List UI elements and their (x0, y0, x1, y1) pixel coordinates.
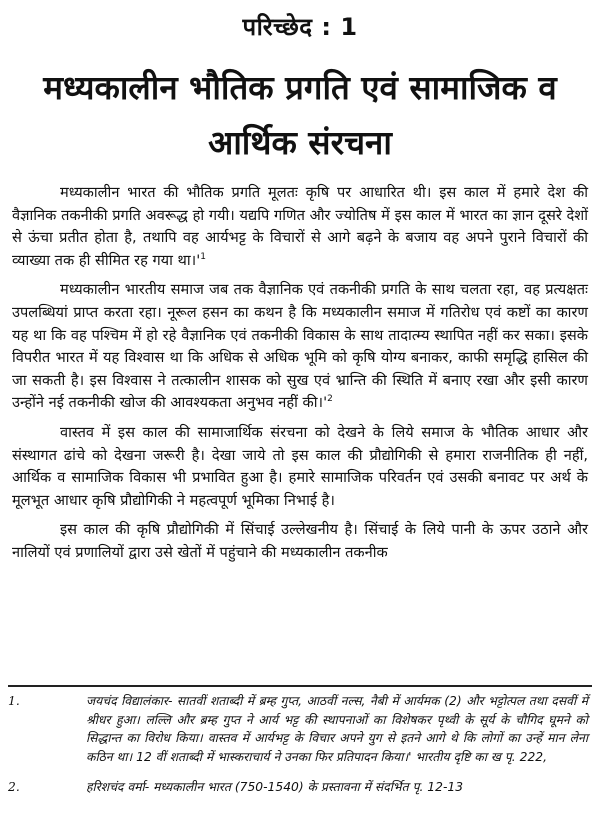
footnote-2-number: 2. (8, 780, 20, 795)
chapter-heading: परिच्छेद : 1 (242, 13, 358, 41)
footnote-1 (8, 692, 588, 766)
footnote-1-text: जयचंद विद्यालंकार- सातवीं शताब्दी में ब्रम्ह गुप्त, आठवीं नल्स, नैबी में आर्यमक (2) और भट्टोत्पल तथा दसवीं में श्रीधर हुआ। लल्लि और ब्रम्ह गुप्त ने आर्य भट्ट की स्थापनाओं का विशेषकर पृथ्वी के सूर्य के चौगिद घूमने को सिद्धान्त का विरोध किया। वास्तव में आर्यभट्ट के विचार अपने युग से इतने आगे थे कि लोगों का उन्हें मान लेना कठिन था। 12 वीं शताब्दी में भास्कराचार्य ने उनका फिर प्रतिपादन किया।' भारतीय दृष्टि का ख पृ. 222, (86, 694, 588, 764)
chapter-title (10, 60, 590, 170)
footnote-2 (8, 778, 588, 797)
footnote-divider (8, 685, 592, 687)
body-text (12, 182, 588, 565)
paragraph-4 (12, 519, 588, 564)
footnote-ref-2: 2 (327, 394, 333, 405)
footnote-1-number: 1. (8, 694, 20, 708)
paragraph-3 (12, 422, 588, 512)
paragraph-4-text: इस काल की कृषि प्रौद्योगिकी में सिंचाई उल्लेखनीय है। सिंचाई के लिये पानी के ऊपर उठाने और नालियों एवं प्रणालियों द्वारा उसे खेतों में पहुंचाने की मध्यकालीन तकनीक (12, 521, 588, 561)
chapter-title-line-2: आर्थिक संरचना (208, 123, 392, 162)
paragraph-2-text: मध्यकालीन भारतीय समाज जब तक वैज्ञानिक एवं तकनीकी प्रगति के साथ चलता रहा, वह प्रत्यक्षतः उपलब्धियां प्राप्त करता रहा। नूरूल हसन का कथन है कि मध्यकालीन समाज में गतिरोध एवं कष्टों का कारण यह था कि वह पश्चिम में हो रहे वैज्ञानिक एवं तकनीकी विकास के साथ तादात्म्य स्थापित नहीं कर सका। इसके विपरीत भारत में यह विश्वास था कि अधिक से अधिक भूमि को कृषि योग्य बनाकर, काफी समृद्धि हासिल की जा सकती है। इस विश्वास ने तत्कालीन शासक को सुख एवं भ्रान्ति की स्थिति में बनाए रखा और इसी कारण उन्होंने नई तकनीकी खोज की आवश्यकता अनुभव नहीं की।' (12, 281, 588, 412)
footnote-2-text: हरिशचंद वर्मा- मध्यकालीन भारत (750-1540) के प्रस्तावना में संदर्भित पृ. 12-13 (86, 780, 464, 795)
paragraph-1 (12, 182, 588, 272)
footnote-ref-1: 1 (200, 251, 206, 262)
paragraph-2 (12, 279, 588, 415)
chapter-title-line-1: मध्यकालीन भौतिक प्रगति एवं सामाजिक व (43, 68, 557, 107)
footnotes (8, 692, 588, 797)
paragraph-3-text: वास्तव में इस काल की सामाजार्थिक संरचना को देखने के लिये समाज के भौतिक आधार और संस्थागत ढांचे को देखना जरूरी है। देखा जाये तो इस काल की प्रौद्योगिकी से हमारा राजनीतिक ही नहीं, आर्थिक व सामाजिक विकास भी प्रभावित हुआ है। हमारे सामाजिक परिवर्तन एवं उसकी बनावट पर अर्थ के मूलभूत आधार कृषि प्रौद्योगिकी ने महत्वपूर्ण भूमिका निभाई है। (12, 423, 588, 509)
paragraph-1-text: मध्यकालीन भारत की भौतिक प्रगति मूलतः कृषि पर आधारित थी। इस काल में हमारे देश की वैज्ञानिक तकनीकी प्रगति अवरूद्ध हो गयी। यद्यपि गणित और ज्योतिष में इस काल में भारत का ज्ञान दूसरे देशों से ऊंचा प्रतीत होता है, तथापि वह आर्यभट्ट के विचारों से आगे बढ़ने के बजाय वह अपने पुराने विचारों की व्याख्या तक ही सीमित रह गया था।' (12, 184, 588, 269)
